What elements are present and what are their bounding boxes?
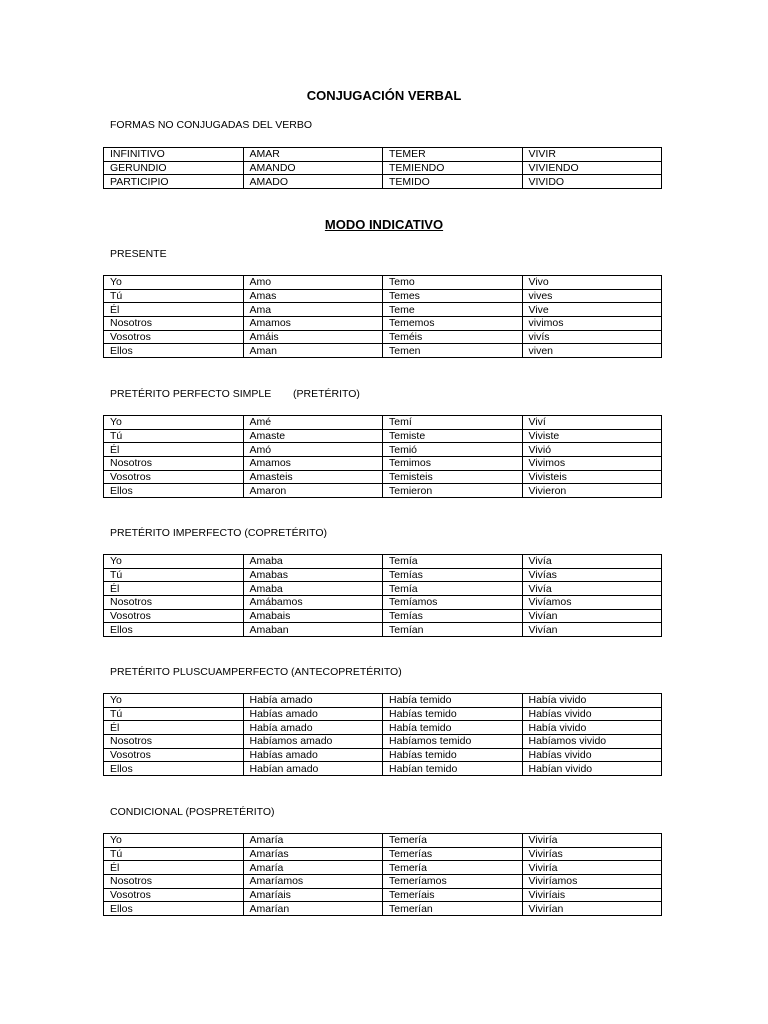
table-row (104, 555, 662, 569)
table-cell-form-1: Amábamos (243, 596, 383, 610)
page-title: CONJUGACIÓN VERBAL (306, 88, 462, 103)
table-cell-form-1: Amabais (243, 609, 383, 623)
table-row (104, 443, 662, 457)
table-cell-form-2: Habíamos temido (383, 735, 523, 749)
table-row (104, 484, 662, 498)
table-cell-form-3: Vivía (522, 555, 662, 569)
section-label-preterito-perfecto-alt: (PRETÉRITO) (293, 388, 360, 400)
section-label-preterito-imperfecto: PRETÉRITO IMPERFECTO (COPRETÉRITO) (110, 527, 328, 539)
table-cell-form-1: Aman (243, 344, 383, 358)
table-row (104, 148, 662, 162)
table-row (104, 888, 662, 902)
table-cell-form-3: Vivieron (522, 484, 662, 498)
table-cell-pronoun: Ellos (104, 344, 244, 358)
table-cell-form-2: Temeríamos (383, 875, 523, 889)
table-cell-form-1: Amaste (243, 429, 383, 443)
table-cell-form-1: Habías amado (243, 707, 383, 721)
table-cell-form-3: Viviste (522, 429, 662, 443)
table-cell-form-3: vivís (522, 330, 662, 344)
table-row (104, 707, 662, 721)
table-cell-form-2: Teméis (383, 330, 523, 344)
table-row (104, 470, 662, 484)
table-cell-form-1: Amaríamos (243, 875, 383, 889)
table-cell-form-3: Habías vivido (522, 748, 662, 762)
table-cell-form-2: Temes (383, 289, 523, 303)
table-cell-form-2: Habían temido (383, 762, 523, 776)
table-cell-pronoun: Él (104, 303, 244, 317)
table-cell-form-2: Temo (383, 276, 523, 290)
table-cell-pronoun: Él (104, 443, 244, 457)
table-row (104, 735, 662, 749)
table-cell-pronoun: Él (104, 721, 244, 735)
table-cell-form-2: Temíamos (383, 596, 523, 610)
table-cell-form-2: Temerían (383, 902, 523, 916)
table-cell-form-3: vivimos (522, 317, 662, 331)
table-cell-pronoun: Ellos (104, 902, 244, 916)
table-cell-form-1: Amáis (243, 330, 383, 344)
table-cell-pronoun: Yo (104, 694, 244, 708)
table-row (104, 721, 662, 735)
table-cell-form-2: Habías temido (383, 748, 523, 762)
table-cell-form-3: Vivíamos (522, 596, 662, 610)
table-condicional (103, 833, 662, 916)
table-cell-form-1: Amas (243, 289, 383, 303)
table-cell-pronoun: Yo (104, 555, 244, 569)
table-row (104, 582, 662, 596)
table-cell-form-3: Viviríamos (522, 875, 662, 889)
table-row (104, 175, 662, 189)
table-cell-form-2: Había temido (383, 721, 523, 735)
table-cell-form-1: Amaba (243, 582, 383, 596)
table-cell-form-3: Habían vivido (522, 762, 662, 776)
table-cell-pronoun: Yo (104, 834, 244, 848)
section-label-non-conjugated: FORMAS NO CONJUGADAS DEL VERBO (110, 119, 313, 131)
table-cell-pronoun: Tú (104, 707, 244, 721)
table-cell-form-1: Amamos (243, 317, 383, 331)
table-row (104, 748, 662, 762)
table-cell-pronoun: Vosotros (104, 748, 244, 762)
table-cell-form-3: viven (522, 344, 662, 358)
table-row (104, 623, 662, 637)
table-cell-form-1: AMANDO (243, 161, 383, 175)
table-row (104, 847, 662, 861)
table-cell-form-1: Amó (243, 443, 383, 457)
table-cell-form-3: Viviría (522, 834, 662, 848)
table-cell-form-3: Había vivido (522, 694, 662, 708)
table-cell-form-1: Amaba (243, 555, 383, 569)
table-row (104, 457, 662, 471)
table-cell-form-3: Vivirían (522, 902, 662, 916)
table-cell-form-2: Habías temido (383, 707, 523, 721)
mode-title: MODO INDICATIVO (324, 217, 444, 232)
table-cell-form-3: Había vivido (522, 721, 662, 735)
table-cell-form-3: Viviríais (522, 888, 662, 902)
table-cell-form-2: Temí (383, 416, 523, 430)
table-cell-form-2: Temía (383, 582, 523, 596)
table-cell-form-1: Amaban (243, 623, 383, 637)
table-cell-form-2: Temiste (383, 429, 523, 443)
table-cell-form-2: Temería (383, 834, 523, 848)
table-cell-form-1: Amaría (243, 861, 383, 875)
section-label-pluscuamperfecto: PRETÉRITO PLUSCUAMPERFECTO (ANTECOPRETÉRITO) (110, 666, 402, 678)
table-cell-form-3: Vivimos (522, 457, 662, 471)
table-cell-form-3: Vivirías (522, 847, 662, 861)
table-cell-form-1: Amé (243, 416, 383, 430)
table-cell-form-3: Vivisteis (522, 470, 662, 484)
table-cell-form-2: Temimos (383, 457, 523, 471)
table-cell-form-3: Habíamos vivido (522, 735, 662, 749)
table-cell-form-3: Vivió (522, 443, 662, 457)
table-cell-form-3: Vivo (522, 276, 662, 290)
table-cell-form-2: Temeríais (383, 888, 523, 902)
table-cell-form-1: Había amado (243, 721, 383, 735)
table-cell-form-1: Amamos (243, 457, 383, 471)
table-cell-pronoun: Ellos (104, 484, 244, 498)
table-cell-pronoun: Ellos (104, 623, 244, 637)
table-cell-form-2: Temía (383, 555, 523, 569)
section-label-preterito-perfecto: PRETÉRITO PERFECTO SIMPLE (110, 388, 272, 400)
table-presente (103, 275, 662, 358)
table-row (104, 161, 662, 175)
table-cell-form-1: Habíamos amado (243, 735, 383, 749)
table-cell-pronoun: Nosotros (104, 457, 244, 471)
table-cell-pronoun: PARTICIPIO (104, 175, 244, 189)
table-cell-pronoun: Vosotros (104, 609, 244, 623)
section-label-presente: PRESENTE (110, 248, 167, 260)
table-cell-form-1: Amarían (243, 902, 383, 916)
table-cell-form-3: VIVIENDO (522, 161, 662, 175)
table-row (104, 330, 662, 344)
table-cell-form-3: Vivían (522, 623, 662, 637)
table-cell-form-1: Había amado (243, 694, 383, 708)
table-row (104, 902, 662, 916)
table-cell-form-3: Vivías (522, 568, 662, 582)
table-row (104, 861, 662, 875)
table-cell-form-3: VIVIDO (522, 175, 662, 189)
table-cell-form-2: Temías (383, 568, 523, 582)
table-cell-form-2: Tememos (383, 317, 523, 331)
table-cell-form-2: Teme (383, 303, 523, 317)
table-cell-pronoun: Yo (104, 276, 244, 290)
table-cell-form-3: Vivían (522, 609, 662, 623)
table-cell-form-3: Vivía (522, 582, 662, 596)
table-preterito-imperfecto (103, 554, 662, 637)
table-cell-form-3: VIVIR (522, 148, 662, 162)
table-cell-form-2: TEMIENDO (383, 161, 523, 175)
table-cell-form-3: Habías vivido (522, 707, 662, 721)
table-cell-pronoun: Yo (104, 416, 244, 430)
table-cell-pronoun: Nosotros (104, 735, 244, 749)
table-cell-form-2: Temieron (383, 484, 523, 498)
section-label-condicional: CONDICIONAL (POSPRETÉRITO) (110, 806, 275, 818)
table-row (104, 344, 662, 358)
table-cell-pronoun: Tú (104, 568, 244, 582)
table-row (104, 303, 662, 317)
table-cell-form-2: Temías (383, 609, 523, 623)
table-cell-form-2: Temisteis (383, 470, 523, 484)
table-cell-pronoun: Tú (104, 289, 244, 303)
table-pluscuamperfecto (103, 693, 662, 776)
table-cell-pronoun: INFINITIVO (104, 148, 244, 162)
table-cell-pronoun: Nosotros (104, 317, 244, 331)
table-row (104, 694, 662, 708)
table-cell-form-2: Temían (383, 623, 523, 637)
table-row (104, 429, 662, 443)
table-cell-form-2: Temería (383, 861, 523, 875)
table-row (104, 276, 662, 290)
table-cell-pronoun: Vosotros (104, 888, 244, 902)
table-row (104, 568, 662, 582)
table-cell-form-2: Había temido (383, 694, 523, 708)
table-cell-form-1: Amo (243, 276, 383, 290)
table-cell-form-3: vives (522, 289, 662, 303)
table-cell-form-1: Amaríais (243, 888, 383, 902)
table-row (104, 317, 662, 331)
table-cell-form-3: Viviría (522, 861, 662, 875)
table-row (104, 416, 662, 430)
table-cell-form-1: Amaron (243, 484, 383, 498)
table-cell-form-1: Amabas (243, 568, 383, 582)
table-cell-form-1: Amasteis (243, 470, 383, 484)
table-cell-form-3: Viví (522, 416, 662, 430)
table-cell-pronoun: Él (104, 861, 244, 875)
table-cell-pronoun: GERUNDIO (104, 161, 244, 175)
table-cell-pronoun: Tú (104, 847, 244, 861)
table-cell-form-2: Temerías (383, 847, 523, 861)
table-cell-pronoun: Tú (104, 429, 244, 443)
table-row (104, 834, 662, 848)
table-cell-pronoun: Nosotros (104, 875, 244, 889)
table-cell-form-1: Amarías (243, 847, 383, 861)
table-cell-form-1: AMAR (243, 148, 383, 162)
table-cell-form-3: Vive (522, 303, 662, 317)
table-cell-pronoun: Nosotros (104, 596, 244, 610)
table-row (104, 289, 662, 303)
table-cell-pronoun: Vosotros (104, 330, 244, 344)
table-cell-form-1: AMADO (243, 175, 383, 189)
table-cell-form-2: TEMER (383, 148, 523, 162)
table-row (104, 609, 662, 623)
table-cell-pronoun: Él (104, 582, 244, 596)
table-cell-form-1: Amaría (243, 834, 383, 848)
table-non-conjugated (103, 147, 662, 189)
table-cell-form-2: Temió (383, 443, 523, 457)
table-cell-pronoun: Vosotros (104, 470, 244, 484)
table-row (104, 875, 662, 889)
table-row (104, 762, 662, 776)
table-cell-form-2: Temen (383, 344, 523, 358)
table-cell-form-1: Habían amado (243, 762, 383, 776)
table-preterito-perfecto (103, 415, 662, 498)
table-cell-form-1: Ama (243, 303, 383, 317)
table-cell-pronoun: Ellos (104, 762, 244, 776)
table-row (104, 596, 662, 610)
table-cell-form-2: TEMIDO (383, 175, 523, 189)
table-cell-form-1: Habías amado (243, 748, 383, 762)
